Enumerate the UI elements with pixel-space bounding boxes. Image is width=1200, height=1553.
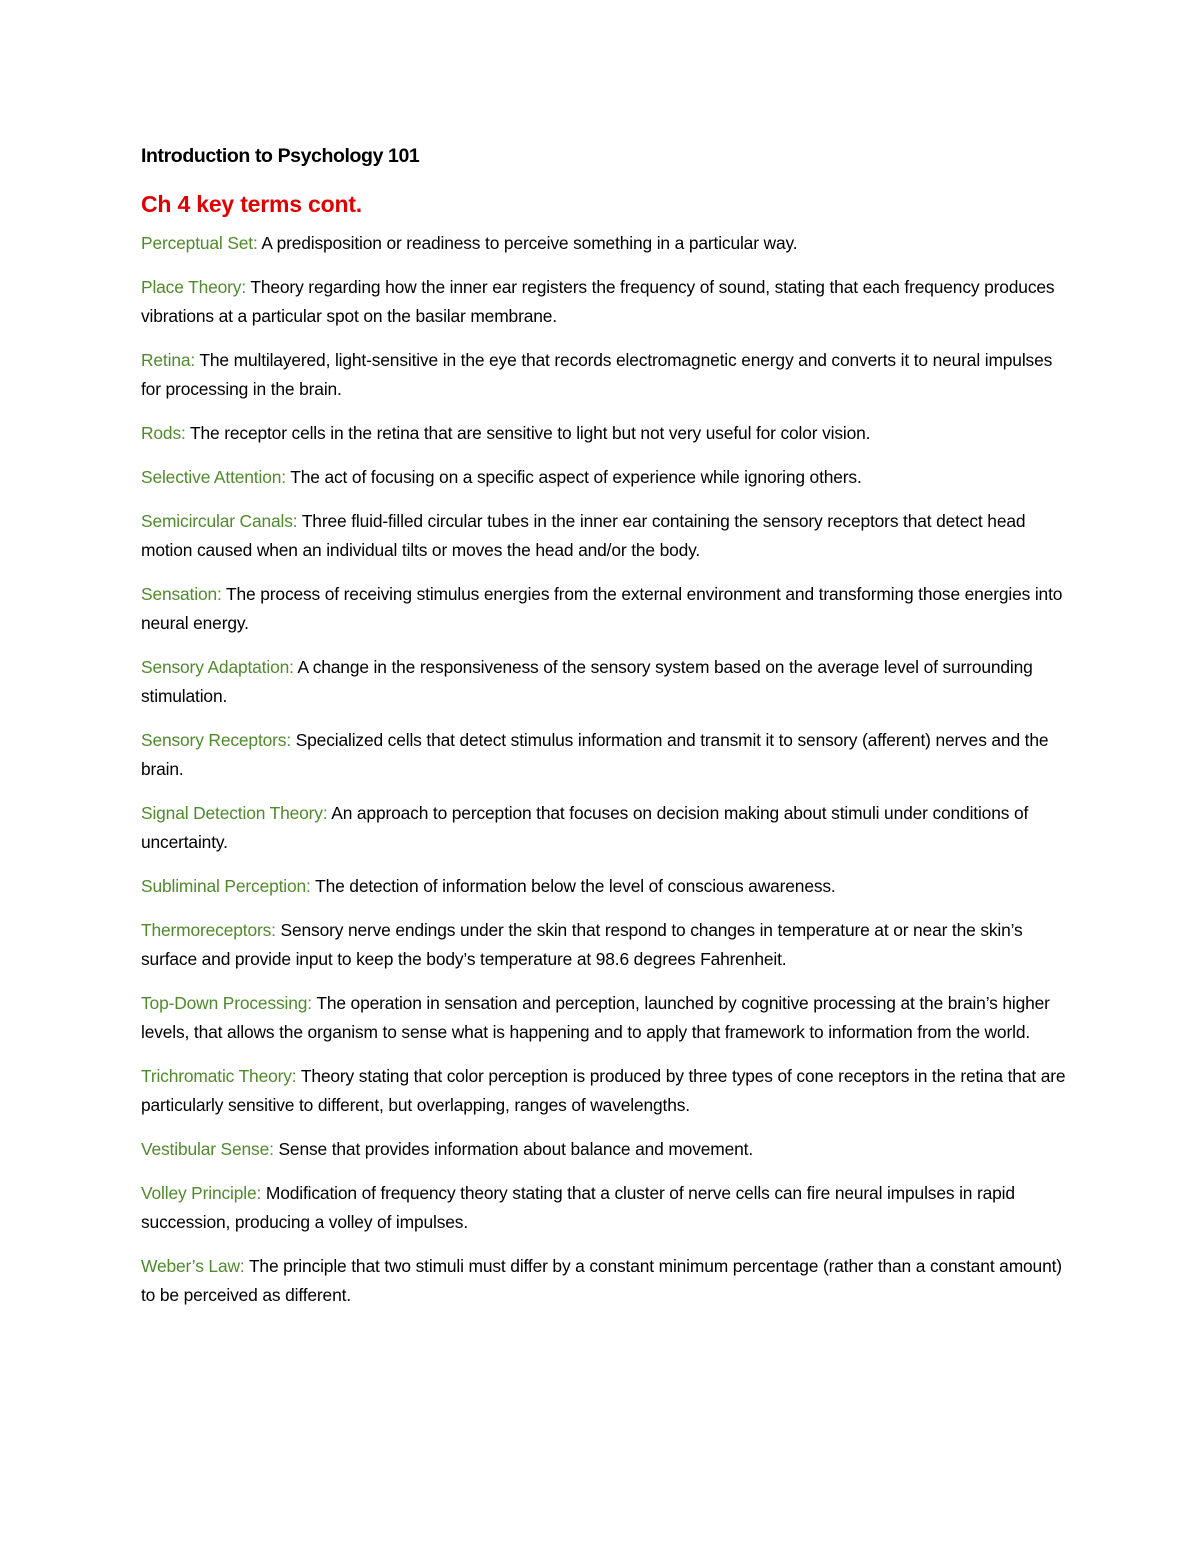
term-definition: The process of receiving stimulus energies from the external environment and transforming those energies into neural energy.: [141, 584, 1063, 633]
chapter-heading: Ch 4 key terms cont.: [141, 191, 362, 217]
term-name: Top-Down Processing:: [141, 993, 312, 1013]
term-name: Signal Detection Theory:: [141, 803, 328, 823]
term-name: Trichromatic Theory:: [141, 1066, 297, 1086]
term-definition: Sensory nerve endings under the skin that respond to changes in temperature at or near the skin’s surface and provide input to keep the body’s temperature at 98.6 degrees Fahrenheit.: [141, 920, 1023, 969]
term-name: Selective Attention:: [141, 467, 286, 487]
term-name: Sensory Adaptation:: [141, 657, 294, 677]
term-name: Place Theory:: [141, 277, 247, 297]
term-name: Retina:: [141, 350, 196, 370]
term-entry: [141, 989, 1066, 1047]
term-entry: [141, 580, 1066, 638]
term-entry: [141, 1135, 1066, 1164]
term-definition: The detection of information below the level of conscious awareness.: [310, 876, 836, 896]
term-name: Thermoreceptors:: [141, 920, 276, 940]
term-definition: Three fluid-filled circular tubes in the inner ear containing the sensory receptors that detect head motion caused when an individual tilts or moves the head and/or the body.: [141, 511, 1026, 560]
term-entry: [141, 229, 1066, 258]
key-terms-list: [141, 229, 1066, 1310]
term-definition: Sense that provides information about balance and movement.: [273, 1139, 754, 1159]
term-name: Volley Principle:: [141, 1183, 262, 1203]
term-entry: [141, 872, 1066, 901]
term-definition: A predisposition or readiness to perceive something in a particular way.: [257, 233, 798, 253]
term-entry: [141, 463, 1066, 492]
term-name: Sensory Receptors:: [141, 730, 292, 750]
term-entry: [141, 419, 1066, 448]
term-definition: A change in the responsiveness of the sensory system based on the average level of surrounding stimulation.: [141, 657, 1033, 706]
term-definition: The receptor cells in the retina that are sensitive to light but not very useful for color vision.: [185, 423, 871, 443]
term-name: Semicircular Canals:: [141, 511, 298, 531]
term-entry: [141, 799, 1066, 857]
term-entry: [141, 916, 1066, 974]
term-name: Vestibular Sense:: [141, 1139, 274, 1159]
term-name: Perceptual Set:: [141, 233, 258, 253]
term-definition: The principle that two stimuli must differ by a constant minimum percentage (rather than a constant amount) to be perceived as different.: [141, 1256, 1062, 1305]
term-definition: The operation in sensation and perception, launched by cognitive processing at the brain’s higher levels, that allows the organism to sense what is happening and to apply that framework to information from the world.: [141, 993, 1050, 1042]
term-entry: [141, 1252, 1066, 1310]
document-page: [141, 142, 1066, 1325]
term-definition: Theory stating that color perception is produced by three types of cone receptors in the retina that are particularly sensitive to different, but overlapping, ranges of wavelengths.: [141, 1066, 1066, 1115]
term-entry: [141, 507, 1066, 565]
term-entry: [141, 653, 1066, 711]
term-definition: The multilayered, light-sensitive in the eye that records electromagnetic energy and converts it to neural impulses for processing in the brain.: [141, 350, 1053, 399]
term-name: Weber’s Law:: [141, 1256, 245, 1276]
term-definition: Theory regarding how the inner ear registers the frequency of sound, stating that each frequency produces vibrations at a particular spot on the basilar membrane.: [141, 277, 1055, 326]
term-entry: [141, 726, 1066, 784]
term-definition: Modification of frequency theory stating that a cluster of nerve cells can fire neural impulses in rapid succession, producing a volley of impulses.: [141, 1183, 1015, 1232]
term-name: Sensation:: [141, 584, 222, 604]
term-definition: Specialized cells that detect stimulus information and transmit it to sensory (afferent) nerves and the brain.: [141, 730, 1049, 779]
term-definition: An approach to perception that focuses on decision making about stimuli under conditions of uncertainty.: [141, 803, 1029, 852]
term-definition: The act of focusing on a specific aspect of experience while ignoring others.: [285, 467, 862, 487]
term-name: Rods:: [141, 423, 186, 443]
term-entry: [141, 1062, 1066, 1120]
term-name: Subliminal Perception:: [141, 876, 311, 896]
document-title: Introduction to Psychology 101: [141, 145, 420, 167]
term-entry: [141, 273, 1066, 331]
term-entry: [141, 1179, 1066, 1237]
term-entry: [141, 346, 1066, 404]
